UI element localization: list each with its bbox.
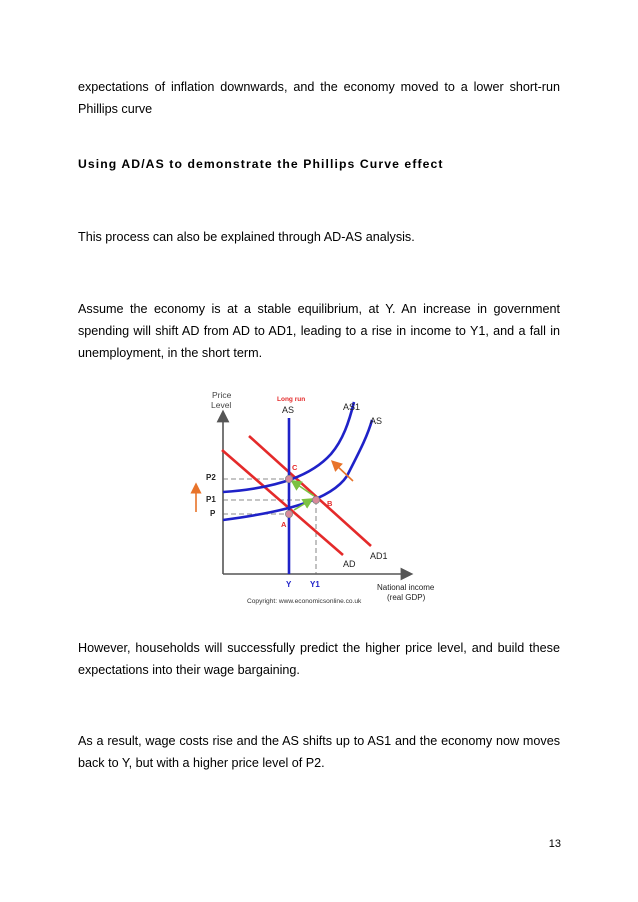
paragraph-however: However, households will successfully predict the higher price level, and build these expectations into their wage bargaining. (78, 641, 560, 677)
paragraph-process: This process can also be explained through AD-AS analysis. (78, 230, 415, 244)
p1-label: P1 (206, 495, 216, 504)
point-b-marker (312, 496, 319, 503)
copyright-text: Copyright: www.economicsonline.co.uk (247, 598, 362, 605)
page-number: 13 (548, 838, 561, 850)
lras-label: AS (282, 405, 295, 415)
p2-label: P2 (206, 473, 216, 482)
p-label: P (210, 509, 216, 518)
x-axis-label-1: National income (377, 583, 435, 592)
paragraph-result: As a result, wage costs rise and the AS shifts up to AS1 and the economy now moves back to Y, but with a higher price level of P2. (78, 734, 560, 770)
ad1-label: AD1 (370, 551, 388, 561)
y-tick-label: Y (286, 580, 292, 589)
ad-as-diagram (185, 384, 445, 610)
long-run-label: Long run (277, 396, 306, 403)
point-a-label: A (281, 520, 287, 529)
dashed-guides (223, 479, 316, 574)
y1-tick-label: Y1 (310, 580, 320, 589)
point-c-marker (285, 475, 292, 482)
point-c-label: C (292, 463, 298, 472)
section-heading: Using AD/AS to demonstrate the Phillips Curve effect (78, 157, 444, 171)
ad-as-diagram-svg (185, 384, 445, 610)
paragraph-assume: Assume the economy is at a stable equilibrium, at Y. An increase in government spending will shift AD from AD to AD1, leading to a rise in income to Y1, and a fall in unemployment, in the short term. (78, 302, 560, 360)
y-axis-label-2: Level (211, 400, 232, 410)
as-label: AS (370, 416, 383, 426)
paragraph-intro: expectations of inflation downwards, and the economy moved to a lower short-run Phillips curve (78, 80, 560, 116)
ad-label: AD (343, 559, 356, 569)
point-a-marker (285, 510, 292, 517)
point-b-label: B (327, 499, 333, 508)
x-axis-label-2: (real GDP) (387, 593, 426, 602)
as1-label: AS1 (343, 402, 361, 412)
y-axis-label-1: Price (212, 390, 232, 400)
